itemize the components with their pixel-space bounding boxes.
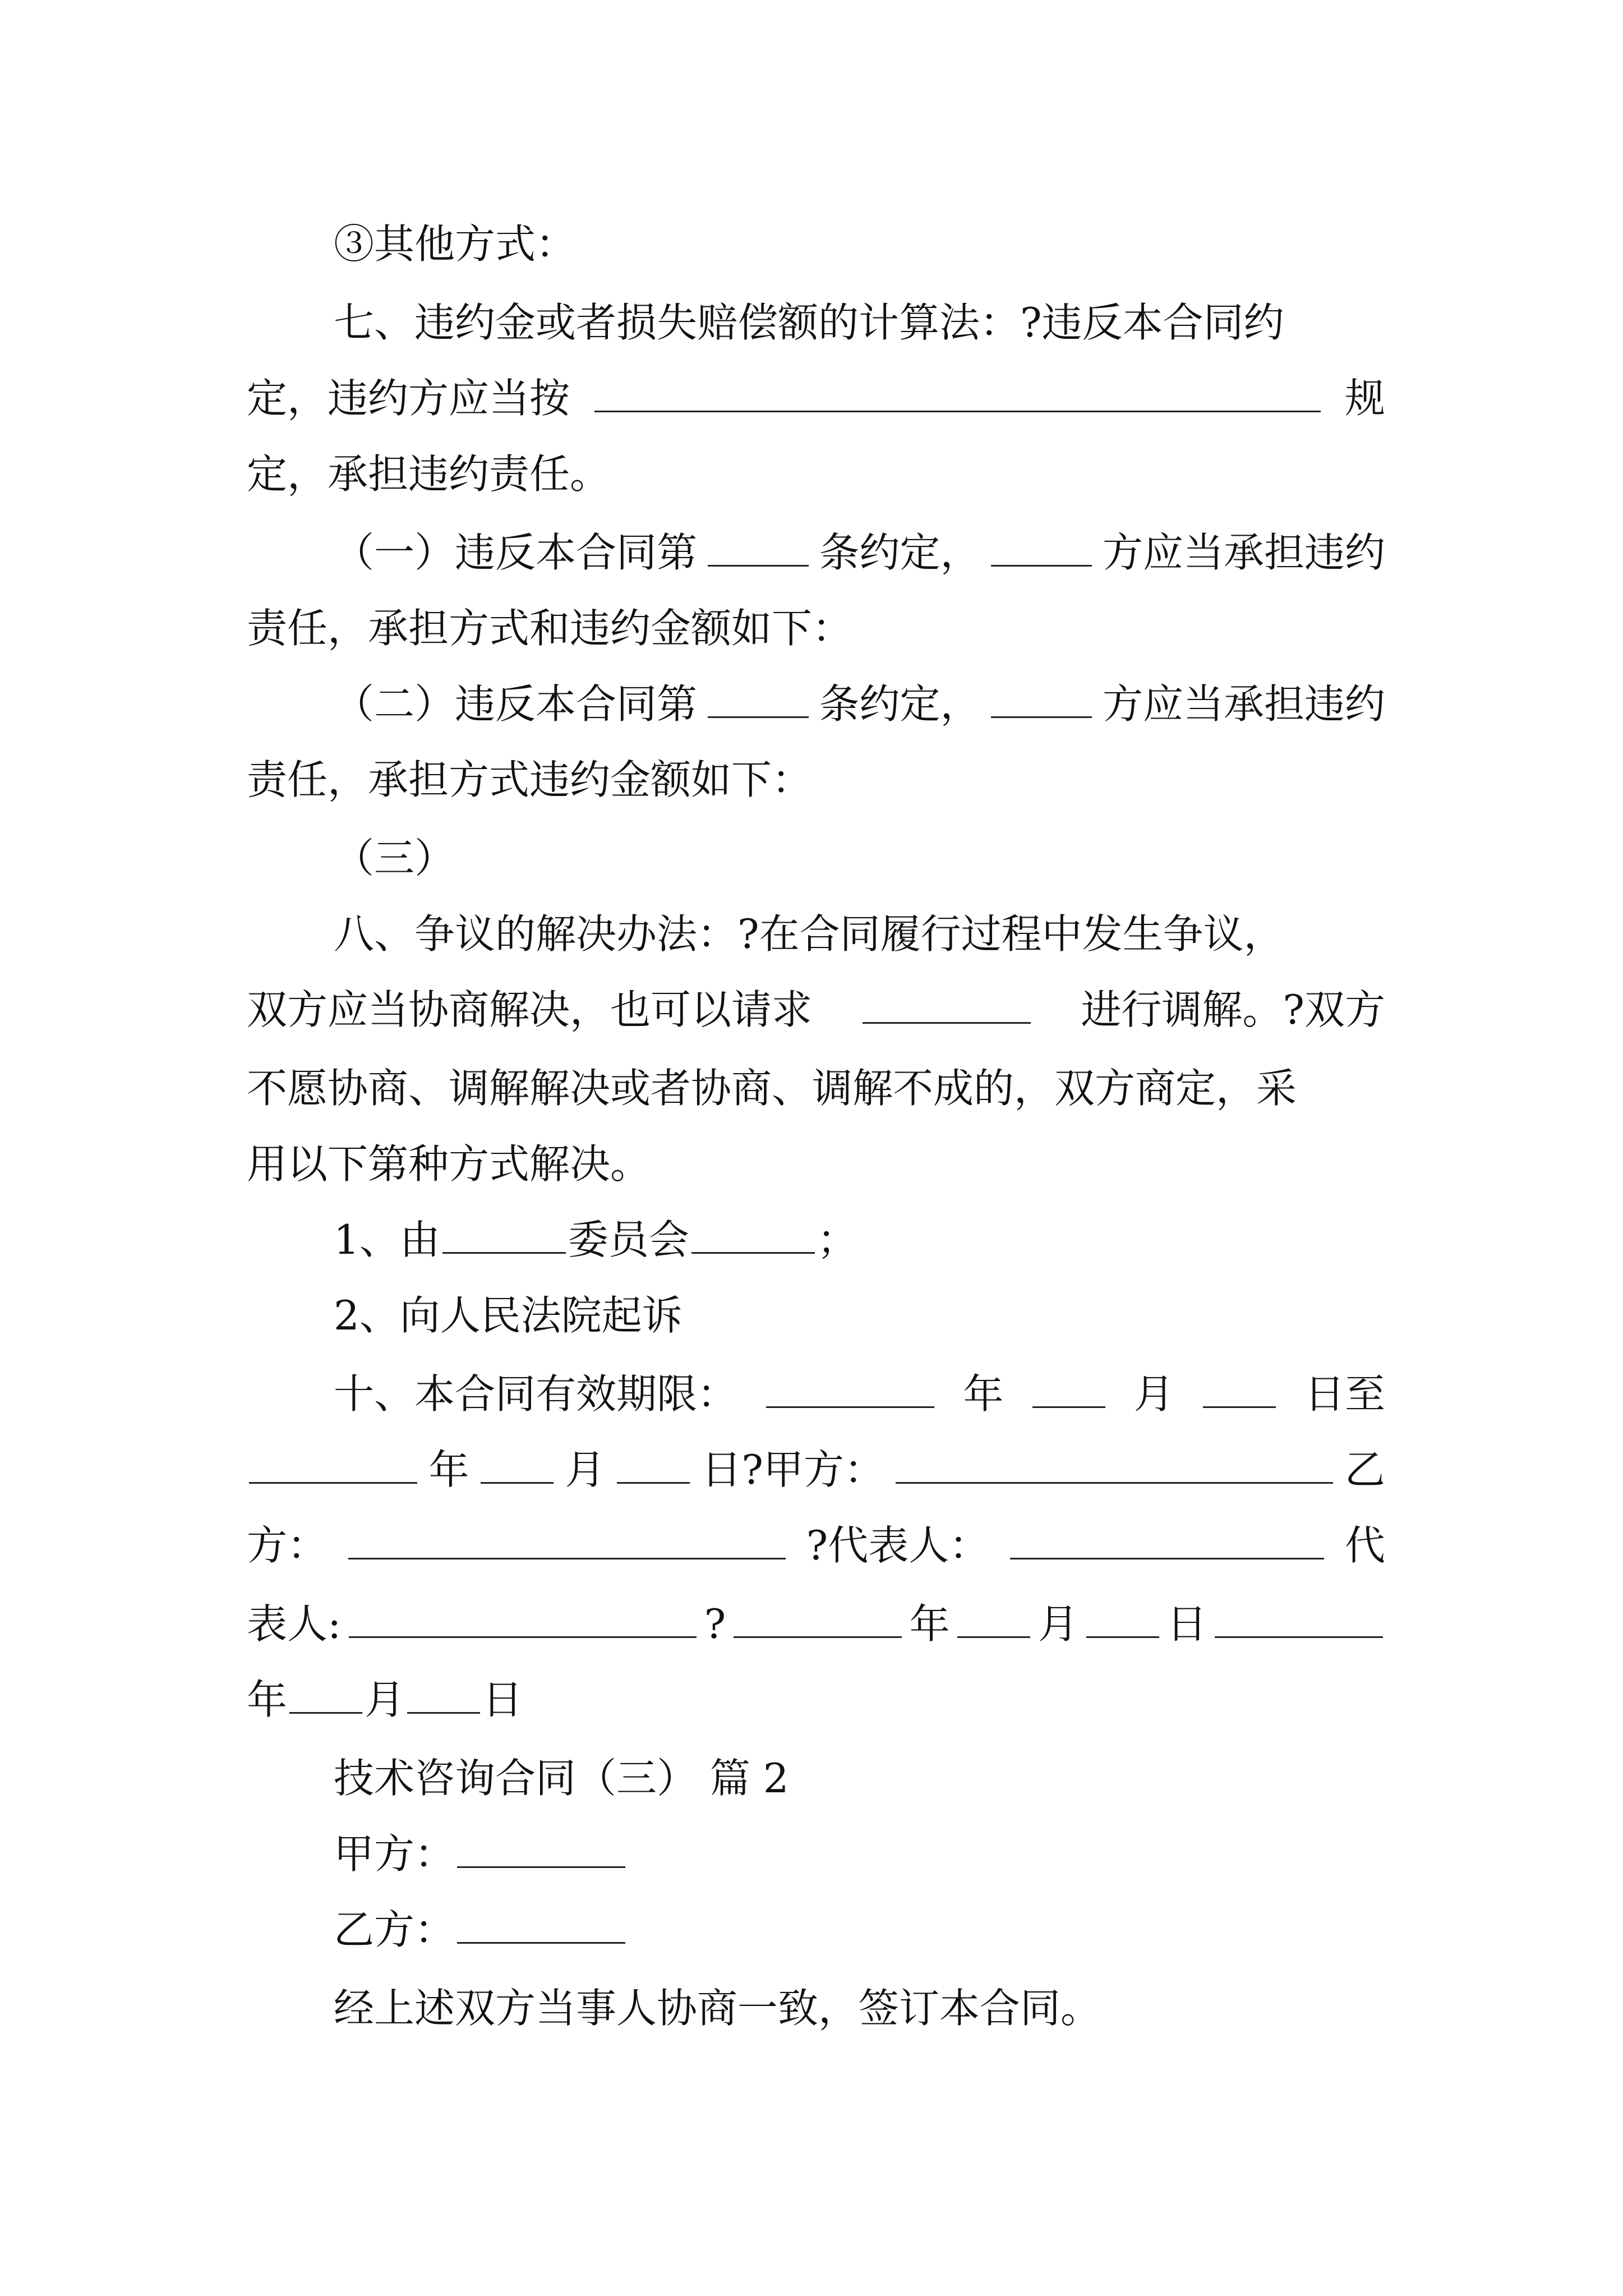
clause-other-method: ③其他方式：	[334, 220, 577, 268]
party-a-field[interactable]	[896, 1442, 1333, 1484]
blank-field[interactable]	[734, 1596, 902, 1638]
blank-field[interactable]	[1086, 1596, 1159, 1638]
option-two: 2、向人民法院起诉	[334, 1292, 683, 1339]
clause-seven-line2: 定，违约方应当按 规	[247, 370, 1385, 426]
clause-one-line2: 责任，承担方式和违约金额如下：	[247, 605, 853, 652]
blank-field[interactable]	[594, 370, 1321, 412]
blank-field[interactable]	[863, 982, 1031, 1024]
blank-field[interactable]	[617, 1442, 690, 1484]
representative-field[interactable]	[349, 1596, 697, 1638]
party-b-field[interactable]	[348, 1517, 786, 1559]
party-a-name-field[interactable]	[457, 1826, 625, 1868]
party-b-line: 乙方：	[334, 1902, 1385, 1958]
clause-ten-line3: 方： ?代表人： 代	[247, 1517, 1385, 1573]
option-one: 1、由 委员会 ；	[334, 1212, 1385, 1268]
blank-field[interactable]	[991, 524, 1092, 567]
blank-field[interactable]	[481, 1442, 554, 1484]
clause-two-line2: 责任，承担方式违约金额如下：	[247, 756, 813, 803]
blank-field[interactable]	[691, 1212, 815, 1254]
party-b-name-field[interactable]	[457, 1902, 625, 1944]
clause-seven-heading: 七、违约金或者损失赔偿额的计算法：?违反本合同约	[334, 299, 1284, 346]
clause-ten-line4: 表人: ? 年 月 日	[247, 1596, 1385, 1652]
clause-ten-line5: 年 月 日	[247, 1672, 1385, 1728]
clause-two: （二）违反本合同第 条约定， 方应当承担违约	[334, 676, 1385, 732]
blank-field[interactable]	[1215, 1596, 1383, 1638]
blank-field[interactable]	[289, 1672, 362, 1714]
party-a-line: 甲方：	[334, 1826, 1385, 1882]
clause-seven-line3: 定，承担违约责任。	[247, 450, 611, 498]
clause-eight-line2: 双方应当协商解决，也可以请求 进行调解。?双方	[247, 982, 1385, 1038]
clause-eight-heading: 八、争议的解决办法：?在合同履行过程中发生争议，	[334, 910, 1284, 958]
contract-title: 技术咨询合同（三） 篇 2	[334, 1755, 789, 1802]
blank-field[interactable]	[249, 1442, 417, 1484]
clause-eight-line4: 用以下第种方式解决。	[247, 1140, 651, 1188]
clause-ten-line2: 年 月 日?甲方： 乙	[247, 1442, 1385, 1498]
clause-eight-line3: 不愿协商、调解解决或者协商、调解不成的，双方商定，采	[247, 1065, 1297, 1112]
blank-field[interactable]	[442, 1212, 566, 1254]
agreement-statement: 经上述双方当事人协商一致，签订本合同。	[334, 1985, 1101, 2032]
blank-field[interactable]	[708, 676, 809, 718]
clause-three: （三）	[334, 835, 455, 882]
clause-one: （一）违反本合同第 条约定， 方应当承担违约	[334, 524, 1385, 581]
blank-field[interactable]	[708, 524, 809, 567]
blank-field[interactable]	[766, 1366, 934, 1408]
clause-ten: 十、本合同有效期限： 年 月 日至	[334, 1366, 1385, 1422]
blank-field[interactable]	[407, 1672, 480, 1714]
representative-field[interactable]	[1010, 1517, 1324, 1559]
blank-field[interactable]	[1032, 1366, 1105, 1408]
blank-field[interactable]	[957, 1596, 1030, 1638]
blank-field[interactable]	[991, 676, 1092, 718]
blank-field[interactable]	[1203, 1366, 1276, 1408]
